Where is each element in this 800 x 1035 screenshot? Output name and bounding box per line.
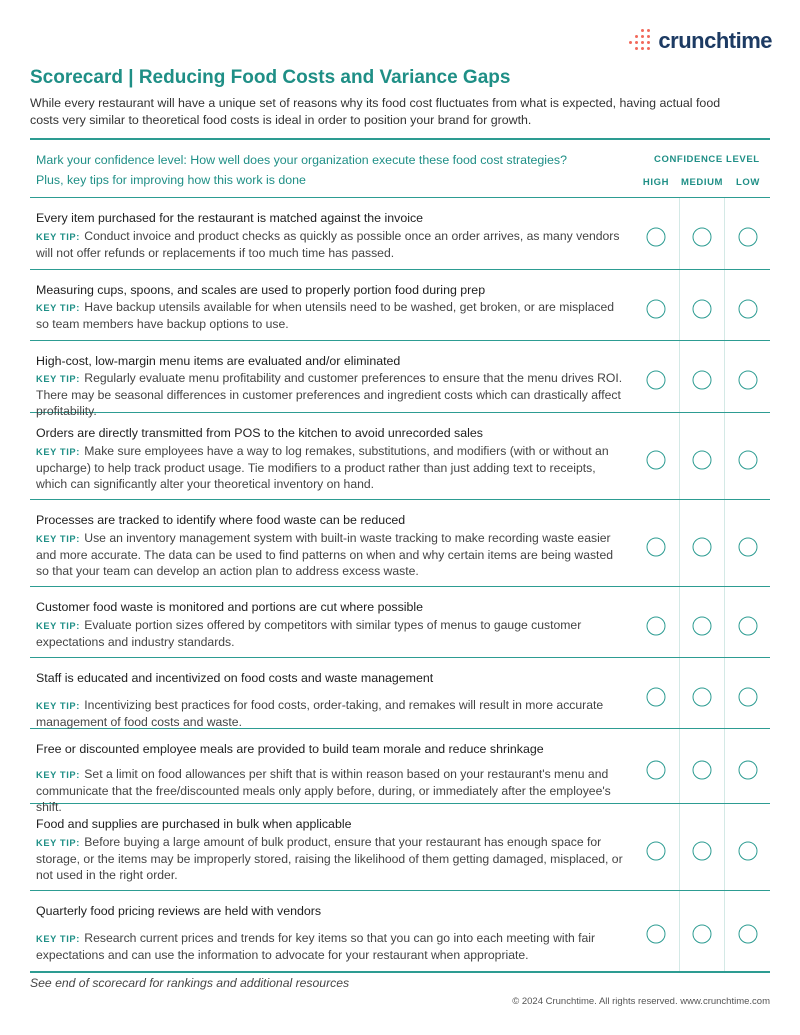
confidence-high-radio[interactable] <box>647 451 666 470</box>
confidence-high-radio[interactable] <box>647 228 666 247</box>
confidence-medium-radio[interactable] <box>693 300 712 319</box>
key-tip-label: KEY TIP: <box>36 701 80 711</box>
row-key-tip <box>36 698 624 731</box>
scorecard-row <box>30 587 770 658</box>
key-tip-text: Before buying a large amount of bulk product, ensure that your restaurant has enough space for storage, or the items may be improperly stored, raising the likelihood of them getting damaged, misplaced, or not used in the right order. <box>36 835 623 882</box>
row-question: Food and supplies are purchased in bulk when applicable <box>36 817 352 831</box>
row-question: Measuring cups, spoons, and scales are used to properly portion food during prep <box>36 283 486 297</box>
confidence-medium-radio[interactable] <box>693 538 712 557</box>
confidence-low-radio[interactable] <box>739 300 758 319</box>
scorecard-row <box>30 804 770 891</box>
row-key-tip <box>36 618 624 651</box>
scorecard-row <box>30 198 770 270</box>
table-header <box>30 140 770 198</box>
confidence-low-radio[interactable] <box>739 451 758 470</box>
scorecard-row <box>30 341 770 418</box>
header-question: Mark your confidence level: How well does your organization execute these food cost strategies? <box>36 153 568 167</box>
brand-name: crunchtime <box>658 28 772 53</box>
key-tip-label: KEY TIP: <box>36 621 80 631</box>
row-question: Customer food waste is monitored and portions are cut where possible <box>36 600 424 614</box>
copyright: © 2024 Crunchtime. All rights reserved. www.crunchtime.com <box>512 996 770 1007</box>
confidence-low-radio[interactable] <box>739 228 758 247</box>
key-tip-text: Set a limit on food allowances per shift that is within reason based on your restaurant's menu and communicate that the free/discounted meals only apply before, during, or immediately after the employee's shift. <box>36 767 611 814</box>
brand-dots-icon <box>627 29 651 53</box>
row-key-tip <box>36 444 624 492</box>
key-tip-label: KEY TIP: <box>36 534 80 544</box>
confidence-low-radio[interactable] <box>739 761 758 780</box>
row-question: Free or discounted employee meals are provided to build team morale and reduce shrinkage <box>36 742 544 756</box>
key-tip-text: Regularly evaluate menu profitability and customer preferences to ensure that the menu drives ROI. There may be seasonal differences in customer preferences and ingredient costs which can drastically affect profitability. <box>36 371 623 418</box>
scorecard-table <box>30 138 770 973</box>
column-low-label: LOW <box>736 177 760 188</box>
confidence-high-radio[interactable] <box>647 617 666 636</box>
row-question: Orders are directly transmitted from POS to the kitchen to avoid unrecorded sales <box>36 426 483 440</box>
scorecard-row <box>30 500 770 587</box>
key-tip-label: KEY TIP: <box>36 374 80 384</box>
confidence-medium-radio[interactable] <box>693 451 712 470</box>
key-tip-label: KEY TIP: <box>36 303 80 313</box>
key-tip-text: Evaluate portion sizes offered by competitors with similar types of menus to gauge customer expectations and industry standards. <box>36 618 582 649</box>
confidence-low-radio[interactable] <box>739 538 758 557</box>
confidence-medium-radio[interactable] <box>693 842 712 861</box>
scorecard-row <box>30 729 770 814</box>
confidence-high-radio[interactable] <box>647 925 666 944</box>
key-tip-text: Conduct invoice and product checks as quickly as possible once an order arrives, as many vendors will not offer refunds or replacements if too much time has passed. <box>36 229 620 260</box>
key-tip-label: KEY TIP: <box>36 934 80 944</box>
confidence-medium-radio[interactable] <box>693 925 712 944</box>
key-tip-label: KEY TIP: <box>36 838 80 848</box>
key-tip-text: Have backup utensils available for when utensils need to be washed, get broken, or are misplaced so team members have backup options to use. <box>36 300 615 331</box>
row-question: Staff is educated and incentivized on food costs and waste management <box>36 671 434 685</box>
scorecard-row <box>30 270 770 341</box>
confidence-medium-radio[interactable] <box>693 617 712 636</box>
row-key-tip <box>36 931 624 964</box>
confidence-high-radio[interactable] <box>647 842 666 861</box>
row-question: Processes are tracked to identify where food waste can be reduced <box>36 513 406 527</box>
confidence-high-radio[interactable] <box>647 371 666 390</box>
key-tip-label: KEY TIP: <box>36 232 80 242</box>
scorecard-row <box>30 658 770 729</box>
intro-text: While every restaurant will have a unique set of reasons why its food cost fluctuates from what is expected, having actual food costs very similar to theoretical food costs is ideal in order to position your brand for growth. <box>30 96 721 127</box>
confidence-low-radio[interactable] <box>739 842 758 861</box>
confidence-low-radio[interactable] <box>739 371 758 390</box>
crunchtime-logo <box>627 28 772 54</box>
row-question: Quarterly food pricing reviews are held with vendors <box>36 904 322 918</box>
key-tip-text: Research current prices and trends for key items so that you can go into each meeting with fair expectations and can use the information to advocate for your restaurant when appropriate. <box>36 931 596 962</box>
column-high-label: HIGH <box>642 177 670 188</box>
row-question: High-cost, low-margin menu items are evaluated and/or eliminated <box>36 354 401 368</box>
confidence-medium-radio[interactable] <box>693 761 712 780</box>
row-key-tip <box>36 300 624 333</box>
page-title: Scorecard | Reducing Food Costs and Variance Gaps <box>30 67 511 88</box>
key-tip-text: Use an inventory management system with built-in waste tracking to make recording waste easier and more accurate. The data can be used to find patterns on when and why certain items are being wasted so that your team can develop an action plan to address excess waste. <box>36 531 614 578</box>
scorecard-row <box>30 413 770 500</box>
footnote: See end of scorecard for rankings and additional resources <box>30 976 350 990</box>
scorecard-row <box>30 891 770 971</box>
header-subtitle: Plus, key tips for improving how this work is done <box>36 173 306 187</box>
key-tip-text: Incentivizing best practices for food costs, order-taking, and remakes will result in more accurate management of food costs and waste. <box>36 698 604 729</box>
row-key-tip <box>36 531 624 579</box>
confidence-low-radio[interactable] <box>739 688 758 707</box>
key-tip-text: Make sure employees have a way to log remakes, substitutions, and modifiers (with or without an upcharge) to help track product usage. Tie modifiers to a product rather than just adding text to receipts, which can significantly alter your theoretical inventory on hand. <box>36 444 609 491</box>
confidence-high-radio[interactable] <box>647 761 666 780</box>
row-key-tip <box>36 835 624 883</box>
confidence-medium-radio[interactable] <box>693 228 712 247</box>
key-tip-label: KEY TIP: <box>36 447 80 457</box>
scorecard-rows <box>30 198 770 971</box>
confidence-high-radio[interactable] <box>647 688 666 707</box>
row-key-tip <box>36 229 624 262</box>
confidence-medium-radio[interactable] <box>693 688 712 707</box>
confidence-high-radio[interactable] <box>647 300 666 319</box>
key-tip-label: KEY TIP: <box>36 770 80 780</box>
confidence-medium-radio[interactable] <box>693 371 712 390</box>
row-question: Every item purchased for the restaurant is matched against the invoice <box>36 211 424 225</box>
confidence-low-radio[interactable] <box>739 925 758 944</box>
confidence-high-radio[interactable] <box>647 538 666 557</box>
column-medium-label: MEDIUM <box>680 177 724 188</box>
confidence-level-label: CONFIDENCE LEVEL <box>654 154 760 165</box>
confidence-low-radio[interactable] <box>739 617 758 636</box>
